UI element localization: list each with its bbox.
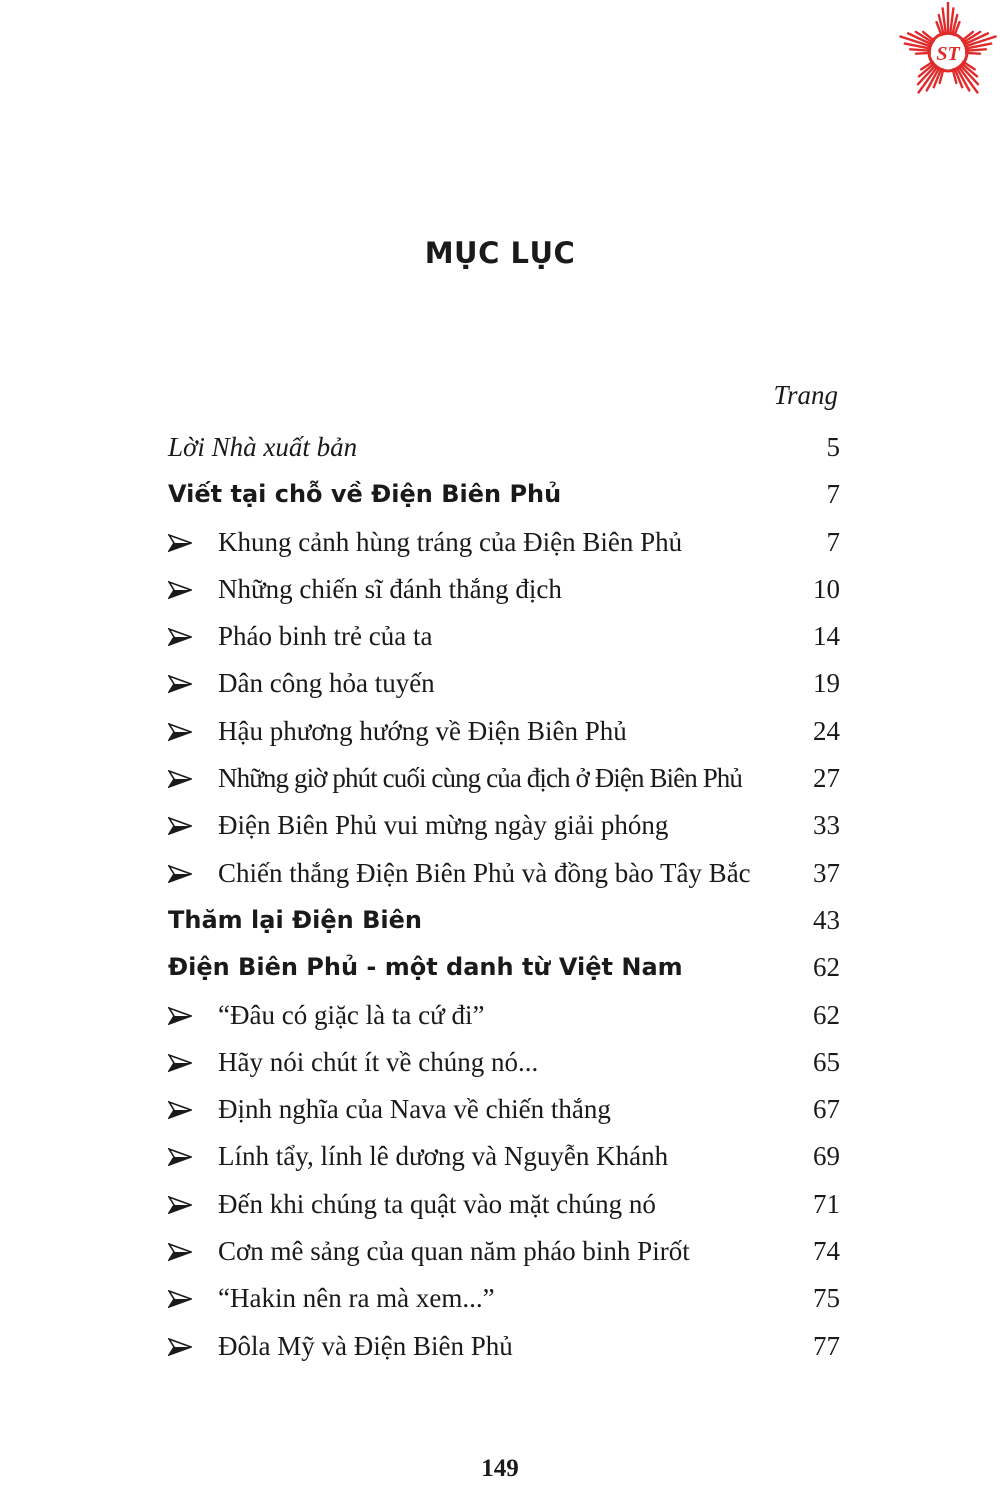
toc-entry-page: 27 — [813, 763, 840, 794]
toc-entry[interactable] — [168, 1088, 840, 1135]
toc-entry-page: 62 — [813, 999, 840, 1030]
page-number: 149 — [481, 1455, 519, 1482]
toc-entry-page: 10 — [813, 573, 840, 604]
arrow-bullet-icon — [168, 1054, 192, 1072]
toc-entry[interactable] — [168, 426, 840, 473]
toc-entry[interactable] — [168, 1230, 840, 1277]
table-of-contents — [168, 426, 840, 1372]
arrow-bullet-icon — [168, 1007, 192, 1025]
toc-entry-title: Dân công hỏa tuyến — [218, 668, 435, 699]
toc-entry[interactable] — [168, 1183, 840, 1230]
toc-entry-title: Đôla Mỹ và Điện Biên Phủ — [218, 1330, 513, 1361]
toc-entry-title: “Đâu có giặc là ta cứ đi” — [218, 999, 485, 1030]
toc-entry[interactable] — [168, 1277, 840, 1324]
toc-entry[interactable] — [168, 804, 840, 851]
toc-entry[interactable] — [168, 710, 840, 757]
toc-entry[interactable] — [168, 1135, 840, 1182]
toc-entry[interactable] — [168, 1325, 840, 1372]
toc-entry[interactable] — [168, 615, 840, 662]
toc-entry[interactable] — [168, 899, 840, 946]
toc-entry-title: Những chiến sĩ đánh thắng địch — [218, 573, 562, 604]
toc-entry-page: 75 — [813, 1283, 840, 1314]
toc-entry-page: 69 — [813, 1141, 840, 1172]
toc-entry[interactable] — [168, 757, 840, 804]
toc-entry-page: 62 — [813, 952, 840, 983]
toc-entry-title: Thăm lại Điện Biên — [168, 905, 422, 934]
toc-entry-page: 14 — [813, 621, 840, 652]
arrow-bullet-icon — [168, 723, 192, 741]
toc-entry[interactable] — [168, 521, 840, 568]
toc-entry-title: Lính tẩy, lính lê dương và Nguyễn Khánh — [218, 1141, 669, 1172]
page-column-label: Trang — [773, 380, 838, 410]
arrow-bullet-icon — [168, 1243, 192, 1261]
arrow-bullet-icon — [168, 770, 192, 788]
arrow-bullet-icon — [168, 1101, 192, 1119]
toc-entry-title: Chiến thắng Điện Biên Phủ và đồng bào Tây Bắc — [218, 857, 751, 888]
toc-entry-title: Hãy nói chút ít về chúng nó... — [218, 1046, 539, 1077]
toc-entry-page: 33 — [813, 810, 840, 841]
arrow-bullet-icon — [168, 534, 192, 552]
arrow-bullet-icon — [168, 581, 192, 599]
arrow-bullet-icon — [168, 1290, 192, 1308]
toc-entry-page: 43 — [813, 904, 840, 935]
toc-entry-title: Những giờ phút cuối cùng của địch ở Điện Biên Phủ — [218, 763, 743, 794]
arrow-bullet-icon — [168, 1148, 192, 1166]
toc-entry-title: Định nghĩa của Nava về chiến thắng — [218, 1094, 611, 1125]
toc-entry-title: Điện Biên Phủ vui mừng ngày giải phóng — [218, 810, 669, 841]
toc-entry-page: 37 — [813, 857, 840, 888]
arrow-bullet-icon — [168, 1196, 192, 1214]
toc-entry-page: 65 — [813, 1046, 840, 1077]
toc-entry-title: Lời Nhà xuất bản — [168, 432, 358, 462]
toc-entry[interactable] — [168, 946, 840, 993]
toc-entry[interactable] — [168, 852, 840, 899]
toc-entry[interactable] — [168, 473, 840, 520]
arrow-bullet-icon — [168, 628, 192, 646]
toc-entry-title: “Hakin nên ra mà xem...” — [218, 1283, 495, 1314]
toc-entry-page: 7 — [826, 479, 840, 510]
toc-entry-page: 71 — [813, 1188, 840, 1219]
toc-entry[interactable] — [168, 568, 840, 615]
toc-entry-title: Pháo binh trẻ của ta — [218, 621, 433, 652]
toc-entry-page: 24 — [813, 715, 840, 746]
toc-entry-title: Hậu phương hướng về Điện Biên Phủ — [218, 715, 627, 746]
toc-entry-title: Điện Biên Phủ - một danh từ Việt Nam — [168, 953, 683, 982]
toc-entry-page: 19 — [813, 668, 840, 699]
arrow-bullet-icon — [168, 675, 192, 693]
arrow-bullet-icon — [168, 1338, 192, 1356]
svg-text:ST: ST — [936, 43, 960, 65]
toc-entry-page: 77 — [813, 1330, 840, 1361]
toc-entry-title: Viết tại chỗ về Điện Biên Phủ — [168, 480, 562, 509]
toc-entry-title: Đến khi chúng ta quật vào mặt chúng nó — [218, 1188, 656, 1219]
toc-entry-page: 74 — [813, 1236, 840, 1267]
toc-entry-page: 67 — [813, 1094, 840, 1125]
toc-entry-title: Khung cảnh hùng tráng của Điện Biên Phủ — [218, 526, 683, 557]
toc-entry[interactable] — [168, 1041, 840, 1088]
toc-entry-page: 5 — [826, 432, 840, 462]
page-title: MỤC LỤC — [424, 236, 576, 270]
toc-entry-page: 7 — [826, 526, 840, 557]
toc-entry[interactable] — [168, 662, 840, 709]
star-logo-icon — [896, 2, 1000, 106]
arrow-bullet-icon — [168, 817, 192, 835]
toc-entry-title: Cơn mê sảng của quan năm pháo binh Pirốt — [218, 1236, 690, 1267]
arrow-bullet-icon — [168, 865, 192, 883]
toc-entry[interactable] — [168, 994, 840, 1041]
